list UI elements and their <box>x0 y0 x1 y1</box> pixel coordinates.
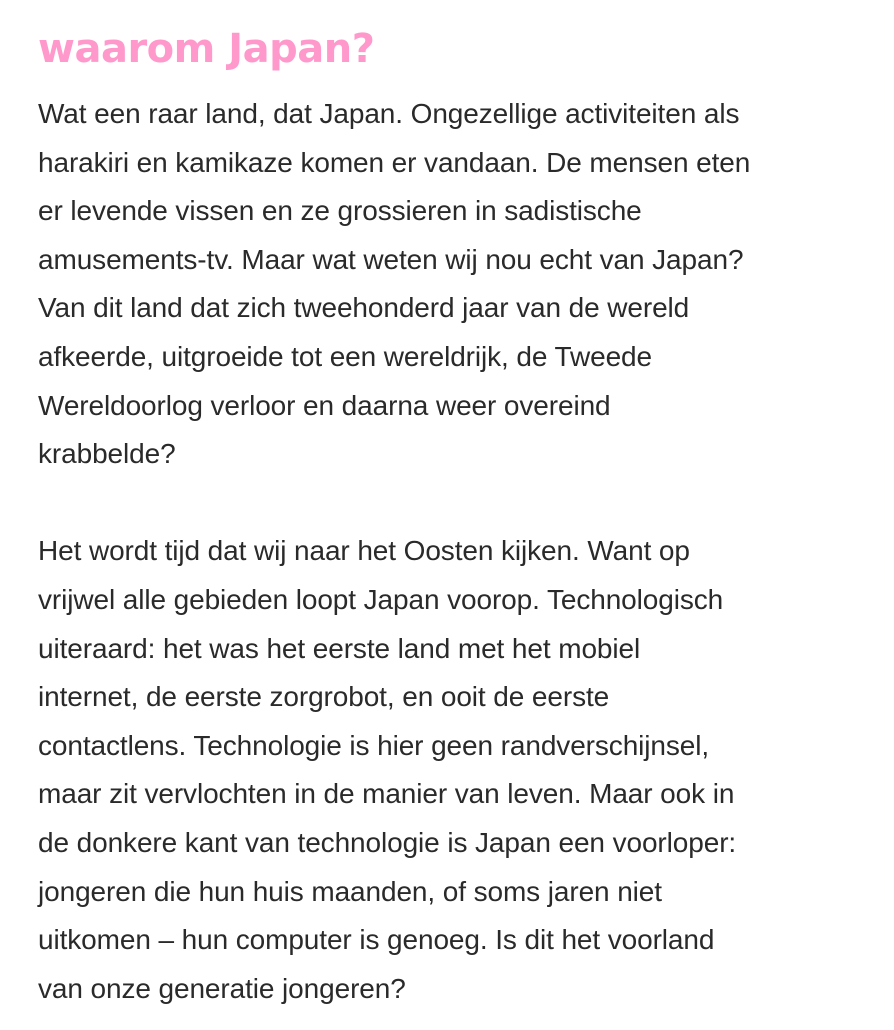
article-paragraph-intro: Wat een raar land, dat Japan. Ongezellige activiteiten als harakiri en kamikaze komen er vandaan. De mensen eten er levende vissen en ze grossieren in sadistische amusements-tv. Maar wat weten wij nou echt van Japan? Van dit land dat zich tweehonderd jaar van de wereld afkeerde, uitgroeide tot een wereldrijk, de Tweede Wereldoorlog verloor en daarna weer overeind krabbelde? <box>38 98 751 470</box>
article-paragraph-technology: Het wordt tijd dat wij naar het Oosten kijken. Want op vrijwel alle gebieden loopt Japan voorop. Technologisch uiteraard: het was het eerste land met het mobiel internet, de eerste zorgrobot, en ooit de eerste contactlens. Technologie is hier geen randverschijnsel, maar zit vervlochten in de manier van leven. Maar ook in de donkere kant van technologie is Japan een voorloper: jongeren die hun huis maanden, of soms jaren niet uitkomen – hun computer is genoeg. Is dit het voorland van onze generatie jongeren? <box>38 535 737 1004</box>
article-title: waarom Japan? <box>38 26 375 72</box>
article <box>38 20 868 1013</box>
